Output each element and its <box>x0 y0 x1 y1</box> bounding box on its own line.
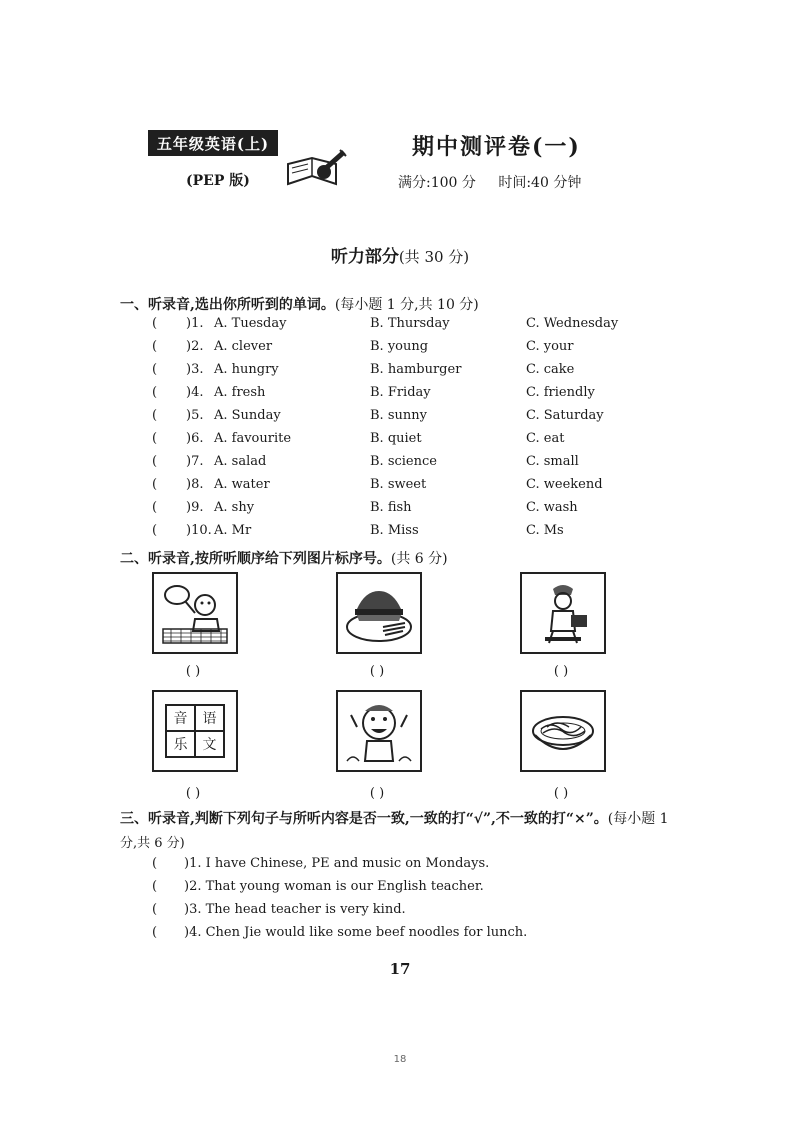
option-a: A. fresh <box>214 385 266 400</box>
section3-title: 三、听录音,判断下列句子与所听内容是否一致,一致的打“√”,不一致的打“×”。 <box>120 811 608 827</box>
picture-answer-paren[interactable]: ( ) <box>553 664 569 679</box>
hamburger-icon <box>343 579 415 647</box>
option-b: B. quiet <box>370 431 422 446</box>
question-number: )10. <box>186 523 212 538</box>
paper-title: 期中测评卷(一) <box>412 134 581 160</box>
question-number: )2. <box>186 339 204 354</box>
question-row <box>152 454 652 474</box>
section2-note: (共 6 分) <box>390 551 448 567</box>
answer-paren[interactable]: ( <box>152 879 158 894</box>
question-row <box>152 316 652 336</box>
edition-label: (PEP 版) <box>186 173 250 189</box>
char-wen: 文 <box>195 731 224 757</box>
option-c: C. friendly <box>526 385 595 400</box>
question-row <box>152 339 652 359</box>
part-title <box>0 242 800 267</box>
question-row <box>152 362 652 382</box>
question-number: )6. <box>186 431 204 446</box>
page-number: 17 <box>389 960 411 978</box>
option-b: B. sunny <box>370 408 427 423</box>
question-number: )1. <box>186 316 204 331</box>
option-c: C. wash <box>526 500 578 515</box>
option-a: A. Sunday <box>214 408 281 423</box>
noodles-icon <box>527 697 599 765</box>
grade-badge: 五年级英语(上) <box>148 130 278 156</box>
picture-answer-paren[interactable]: ( ) <box>553 786 569 801</box>
option-c: C. Ms <box>526 523 564 538</box>
option-c: C. weekend <box>526 477 603 492</box>
statement-text: )1. I have Chinese, PE and music on Mondays. <box>184 856 490 871</box>
option-a: A. hungry <box>214 362 279 377</box>
answer-paren[interactable]: ( <box>152 477 158 492</box>
option-b: B. Thursday <box>370 316 450 331</box>
question-row <box>152 408 652 428</box>
option-a: A. Mr <box>214 523 252 538</box>
answer-paren[interactable]: ( <box>152 362 158 377</box>
music-chinese-grid <box>165 704 225 758</box>
option-a: A. water <box>214 477 270 492</box>
section1-title: 一、听录音,选出你所听到的单词。 <box>120 297 335 313</box>
option-b: B. Miss <box>370 523 419 538</box>
option-a: A. shy <box>214 500 255 515</box>
option-a: A. favourite <box>214 431 292 446</box>
option-b: B. young <box>370 339 429 354</box>
picture-happy-boy <box>336 690 422 772</box>
boy-tennis-icon <box>159 579 231 647</box>
option-a: A. clever <box>214 339 273 354</box>
answer-paren[interactable]: ( <box>152 500 158 515</box>
picture-hamburger <box>336 572 422 654</box>
section2-heading <box>120 548 448 568</box>
option-c: C. small <box>526 454 579 469</box>
footer-number: 18 <box>393 1054 407 1065</box>
question-row <box>152 385 652 405</box>
question-number: )7. <box>186 454 204 469</box>
option-b: B. sweet <box>370 477 427 492</box>
section2-title: 二、听录音,按所听顺序给下列图片标序号。 <box>120 551 391 567</box>
answer-paren[interactable]: ( <box>152 856 158 871</box>
option-b: B. Friday <box>370 385 431 400</box>
time-limit: 时间:40 分钟 <box>498 175 582 191</box>
picture-boy-tennis <box>152 572 238 654</box>
option-c: C. cake <box>526 362 575 377</box>
option-a: A. Tuesday <box>214 316 287 331</box>
char-yue: 乐 <box>166 731 195 757</box>
option-a: A. salad <box>214 454 267 469</box>
picture-girl-cooking <box>520 572 606 654</box>
statement-row <box>152 902 672 922</box>
question-number: )5. <box>186 408 204 423</box>
option-b: B. science <box>370 454 437 469</box>
option-c: C. Wednesday <box>526 316 619 331</box>
question-row <box>152 431 652 451</box>
picture-answer-paren[interactable]: ( ) <box>185 786 201 801</box>
part-score: (共 30 分) <box>398 248 470 266</box>
answer-paren[interactable]: ( <box>152 408 158 423</box>
statement-text: )2. That young woman is our English teacher. <box>184 879 484 894</box>
section1-heading <box>120 294 479 314</box>
statement-row <box>152 925 672 945</box>
char-yin: 音 <box>166 705 195 731</box>
picture-noodles <box>520 690 606 772</box>
answer-paren[interactable]: ( <box>152 523 158 538</box>
answer-paren[interactable]: ( <box>152 454 158 469</box>
question-number: )9. <box>186 500 204 515</box>
part-name: 听力部分 <box>330 247 399 267</box>
option-b: B. fish <box>370 500 412 515</box>
picture-music-chinese <box>152 690 238 772</box>
answer-paren[interactable]: ( <box>152 316 158 331</box>
char-yu: 语 <box>195 705 224 731</box>
answer-paren[interactable]: ( <box>152 902 158 917</box>
answer-paren[interactable]: ( <box>152 339 158 354</box>
question-row <box>152 500 652 520</box>
score-info <box>398 172 599 192</box>
question-number: )8. <box>186 477 204 492</box>
option-b: B. hamburger <box>370 362 462 377</box>
question-number: )3. <box>186 362 204 377</box>
question-number: )4. <box>186 385 204 400</box>
section3-note-continued: 分,共 6 分) <box>120 836 185 851</box>
option-c: C. eat <box>526 431 565 446</box>
statement-row <box>152 879 672 899</box>
girl-cooking-icon <box>527 579 599 647</box>
full-score: 满分:100 分 <box>398 175 476 191</box>
section3-heading <box>120 808 740 828</box>
answer-paren[interactable]: ( <box>152 385 158 400</box>
answer-paren[interactable]: ( <box>152 925 158 940</box>
answer-paren[interactable]: ( <box>152 431 158 446</box>
statement-text: )4. Chen Jie would like some beef noodles for lunch. <box>184 925 528 940</box>
statement-text: )3. The head teacher is very kind. <box>184 902 406 917</box>
picture-answer-paren[interactable]: ( ) <box>369 786 385 801</box>
picture-answer-paren[interactable]: ( ) <box>369 664 385 679</box>
statement-row <box>152 856 672 876</box>
option-c: C. Saturday <box>526 408 604 423</box>
question-row <box>152 477 652 497</box>
picture-answer-paren[interactable]: ( ) <box>185 664 201 679</box>
question-row <box>152 523 652 543</box>
book-pen-icon <box>282 146 348 196</box>
happy-boy-icon <box>343 697 415 765</box>
section1-note: (每小题 1 分,共 10 分) <box>334 297 479 313</box>
option-c: C. your <box>526 339 574 354</box>
section3-note: (每小题 1 <box>607 811 669 827</box>
